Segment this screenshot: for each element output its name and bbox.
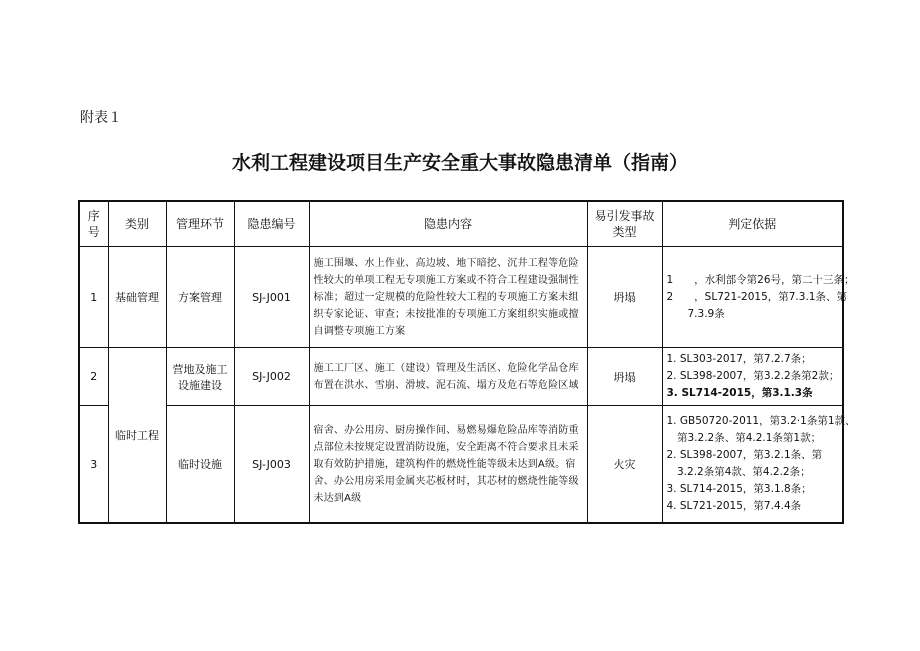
cell-code: SJ-J001: [234, 247, 309, 348]
cell-content: 施工工厂区、施工（建设）管理及生活区、危险化学品仓库布置在洪水、雪崩、滑坡、泥石流、塌方及危石等危险区域: [309, 348, 587, 406]
col-header-category: 类别: [108, 201, 166, 247]
col-header-content: 隐患内容: [309, 201, 587, 247]
cell-stage: 临时设施: [166, 406, 234, 524]
basis-line: 2 ，SL721-2015，第7.3.1条、第: [666, 290, 847, 303]
basis-line: 1. GB50720-2011，第3.2·1条第1款、: [666, 415, 856, 427]
basis-line: 3. SL714-2015，第3.1.3条: [666, 387, 813, 399]
col-header-accident: 易引发事故类型: [587, 201, 662, 247]
appendix-label: 附表１: [80, 110, 122, 126]
cell-stage: 营地及施工设施建设: [166, 348, 234, 406]
col-header-code: 隐患编号: [234, 201, 309, 247]
cell-basis: [662, 247, 855, 348]
cell-basis: [662, 406, 856, 524]
cell-content: 宿舍、办公用房、厨房操作间、易燃易爆危险品库等消防重点部位未按规定设置消防设施，安全距离不符合要求且未采取有效防护措施，建筑构件的燃烧性能等级未达到A级。宿舍、办公用房采用金属夹芯板材时，其芯材的燃烧性能等级未达到A级: [309, 406, 587, 524]
basis-line: 第3.2.2条、第4.2.1条第1款；: [666, 432, 822, 444]
cell-basis: [662, 348, 843, 406]
cell-no: 3: [79, 406, 108, 524]
cell-accident: 坍塌: [587, 348, 662, 406]
col-header-stage: 管理环节: [166, 201, 234, 247]
cell-stage: 方案管理: [166, 247, 234, 348]
cell-content: 施工围堰、水上作业、高边坡、地下暗挖、沉井工程等危险性较大的单项工程无专项施工方案或不符合工程建设强制性标准；超过一定规模的危险性较大工程的专项施工方案未组织专家论证、审查；未按批准的专项施工方案组织实施或擅自调整专项施工方案: [309, 247, 587, 348]
cell-no: 1: [79, 247, 108, 348]
basis-line: 4. SL721-2015，第7.4.4条: [666, 500, 802, 512]
cell-accident: 坍塌: [587, 247, 662, 348]
cell-code: SJ-J003: [234, 406, 309, 524]
cell-category: 临时工程: [108, 348, 166, 524]
basis-line: 7.3.9条: [666, 307, 725, 320]
basis-line: 2. SL398-2007，第3.2.2条第2款；: [666, 370, 840, 382]
table-row: [79, 406, 843, 524]
hazard-list-table: [78, 200, 856, 524]
cell-code: SJ-J002: [234, 348, 309, 406]
basis-line: 1 ，水利部令第26号，第二十三条；: [666, 273, 855, 286]
basis-line: 2. SL398-2007，第3.2.1条、第: [666, 449, 823, 461]
basis-line: 3. SL714-2015，第3.1.8条；: [666, 483, 812, 495]
cell-accident: 火灾: [587, 406, 662, 524]
cell-category: 基础管理: [108, 247, 166, 348]
col-header-basis: 判定依据: [662, 201, 843, 247]
col-header-no: 序号: [79, 201, 108, 247]
basis-line: 1. SL303-2017，第7.2.7条；: [666, 353, 812, 365]
document-title: 水利工程建设项目生产安全重大事故隐患清单（指南）: [231, 152, 688, 174]
cell-no: 2: [79, 348, 108, 406]
table-row: [79, 247, 843, 348]
basis-line: 3.2.2条第4款、第4.2.2条；: [666, 466, 811, 478]
table-row: [79, 348, 843, 406]
table-header-row: [79, 201, 843, 247]
